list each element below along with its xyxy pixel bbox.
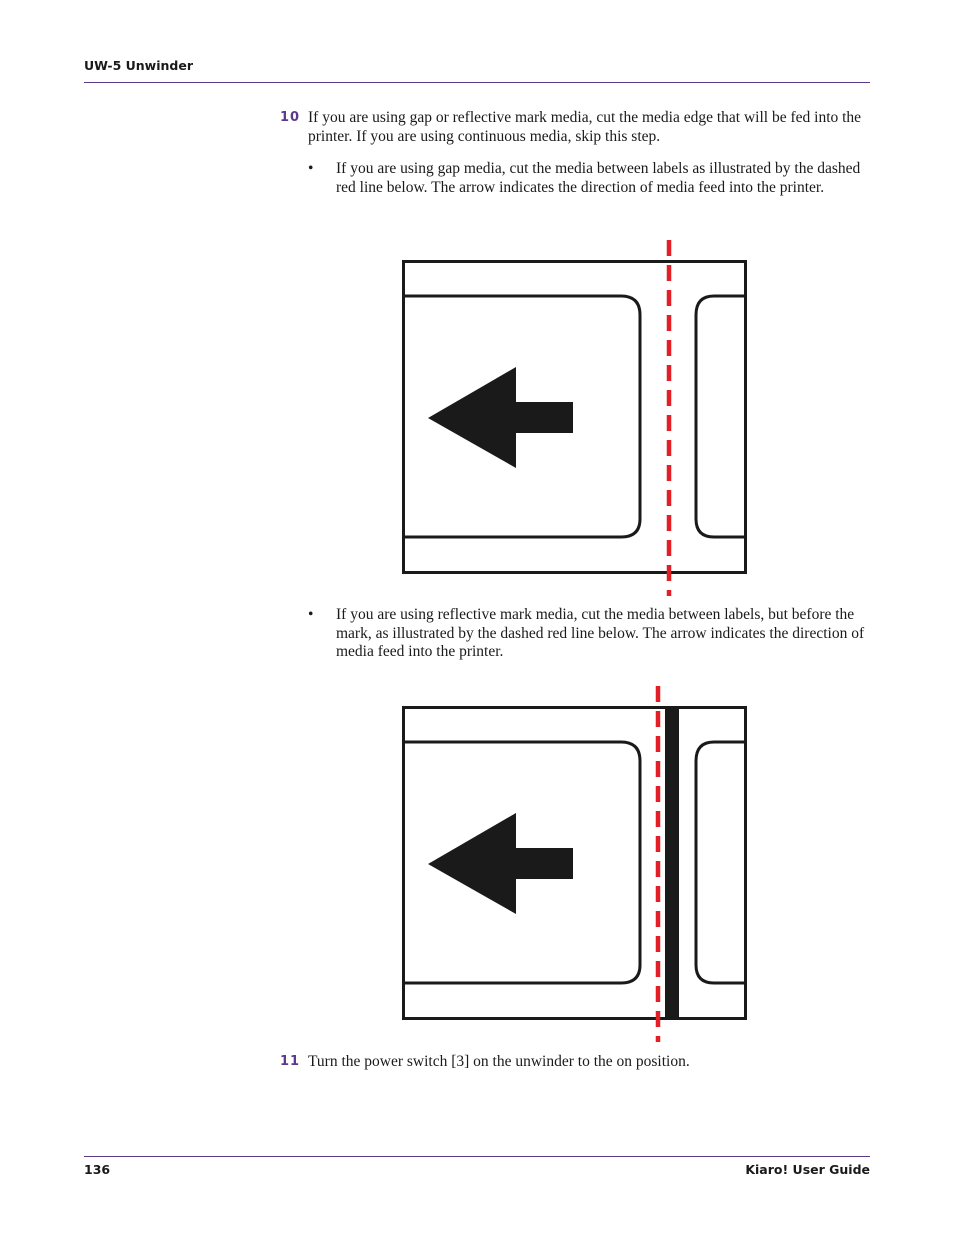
reflective-mark	[665, 708, 679, 1018]
page-number: 136	[84, 1162, 111, 1177]
step-number: 11	[280, 1054, 301, 1069]
bullet-symbol: •	[308, 606, 314, 623]
bullet-text: If you are using gap media, cut the media between labels as illustrated by the dashed red line below. The arrow indicates the direction of media feed into the printer.	[336, 160, 861, 196]
step-number: 10	[280, 110, 301, 125]
running-header: UW-5 Unwinder	[84, 58, 193, 73]
step-text: If you are using gap or reflective mark media, cut the media edge that will be fed into the printer. If you are using continuous media, skip this step.	[308, 109, 862, 145]
footer-rule	[84, 1156, 870, 1157]
gap-media-illustration	[396, 238, 756, 598]
header-rule	[84, 82, 870, 83]
bullet-symbol: •	[308, 160, 314, 177]
reflective-mark-media-illustration	[396, 684, 756, 1044]
guide-title: Kiaro! User Guide	[745, 1162, 870, 1177]
step-text: Turn the power switch [3] on the unwinder to the on position.	[308, 1053, 690, 1070]
bullet-text: If you are using reflective mark media, cut the media between labels, but before the mark, as illustrated by the dashed red line below. The arrow indicates the direction of media feed into the printer.	[336, 606, 865, 660]
